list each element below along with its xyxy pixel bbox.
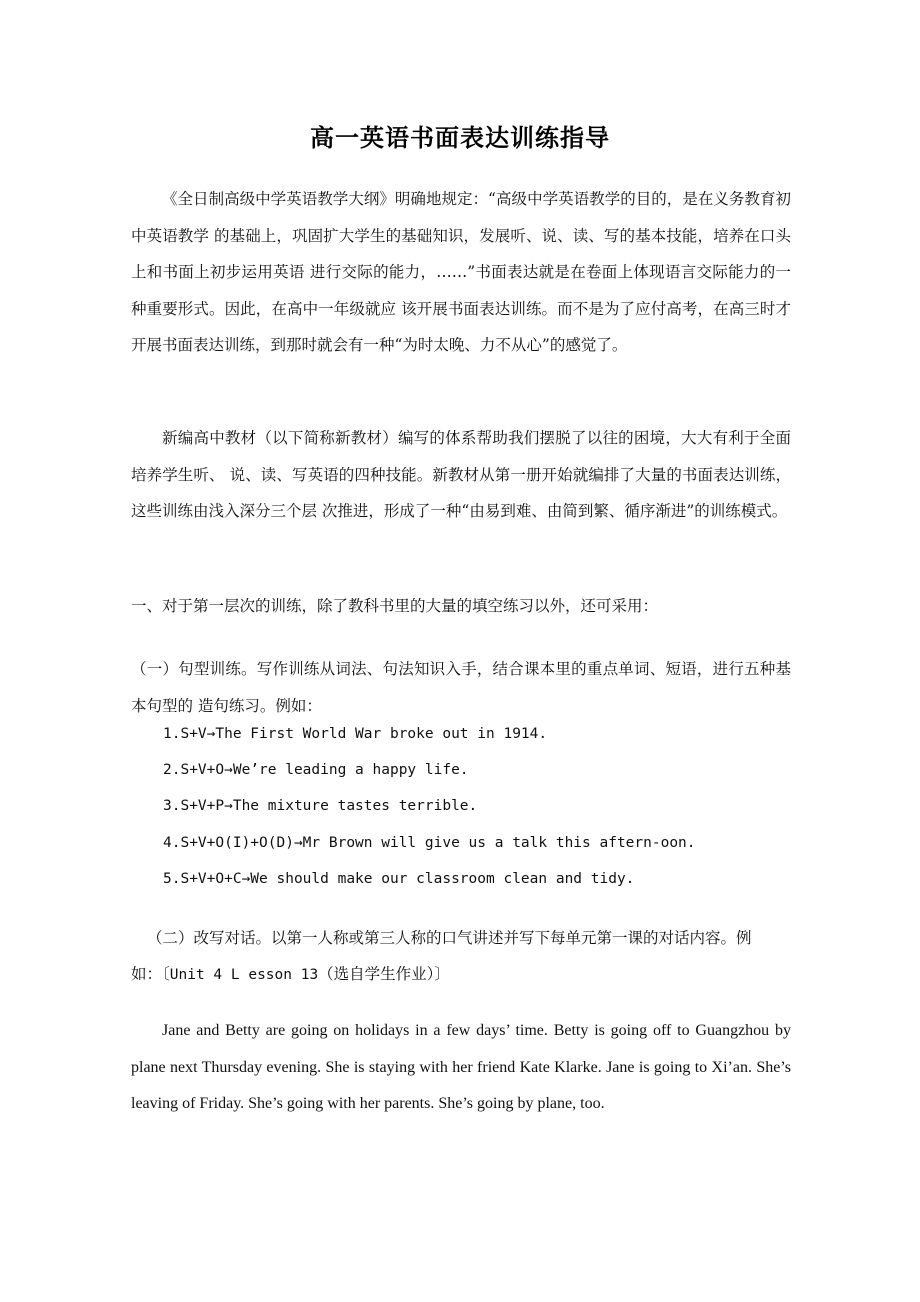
subsection-rewrite-dialogue-line2 xyxy=(131,964,450,985)
subsection-rewrite-dialogue-line1: （二）改写对话。以第一人称或第三人称的口气讲述并写下每单元第一课的对话内容。例 xyxy=(147,929,752,947)
paragraph-syllabus: 《全日制高级中学英语教学大纲》明确地规定：“高级中学英语教学的目的，是在义务教育初中英语教学 的基础上，巩固扩大学生的基础知识，发展听、说、读、写的基本技能，培养在口头上和书面上初步运用英语 进行交际的能力，……”书面表达就是在卷面上体现语言交际能力的一种重要形式。因此，在高中一年级就应 该开展书面表达训练。而不是为了应付高考，在高三时才开展书面表达训练，到那时就会有一种“为时太晚、力不从心”的感觉了。 xyxy=(131,190,791,354)
paragraph-new-textbook: 新编高中教材（以下简称新教材）编写的体系帮助我们摆脱了以往的困境，大大有利于全面培养学生听、 说、读、写英语的四种技能。新教材从第一册开始就编排了大量的书面表达训练，这些训练由浅入深分三个层 次推进，形成了一种“由易到难、由简到繁、循序渐进”的训练模式。 xyxy=(131,429,791,520)
example-sentence-3: 3.S+V+P→The mixture tastes terrible. xyxy=(163,798,478,814)
source-note: （选自学生作业）〕 xyxy=(318,965,450,983)
subsection-sentence-patterns: （一）句型训练。写作训练从词法、句法知识入手，结合课本里的重点单词、短语，进行五种基本句型的 造句练习。例如： xyxy=(131,660,791,715)
section-heading-level-one: 一、对于第一层次的训练，除了教科书里的大量的填空练习以外，还可采用： xyxy=(131,597,659,615)
student-composition-example: Jane and Betty are going on holidays in a few days’ time. Betty is going off to Guangzhou by plane next Thursday evening. She is staying with her friend Kate Klarke. Jane is going to Xi’an. She’s leaving of Friday. She’s going with her parents. She’s going by plane, too. xyxy=(131,1022,791,1112)
example-sentence-2: 2.S+V+O→We’re leading a happy life. xyxy=(163,762,469,778)
example-sentence-5: 5.S+V+O+C→We should make our classroom clean and tidy. xyxy=(163,871,635,887)
bracket-open-text: 如：〔 xyxy=(131,965,170,983)
example-sentence-1: 1.S+V→The First World War broke out in 1914. xyxy=(163,726,548,742)
unit-lesson-reference: Unit 4 L esson 13 xyxy=(169,967,319,983)
example-sentence-4: 4.S+V+O(I)+O(D)→Mr Brown will give us a talk this aftern-oon. xyxy=(163,835,696,851)
page-title: 高一英语书面表达训练指导 xyxy=(310,124,610,152)
